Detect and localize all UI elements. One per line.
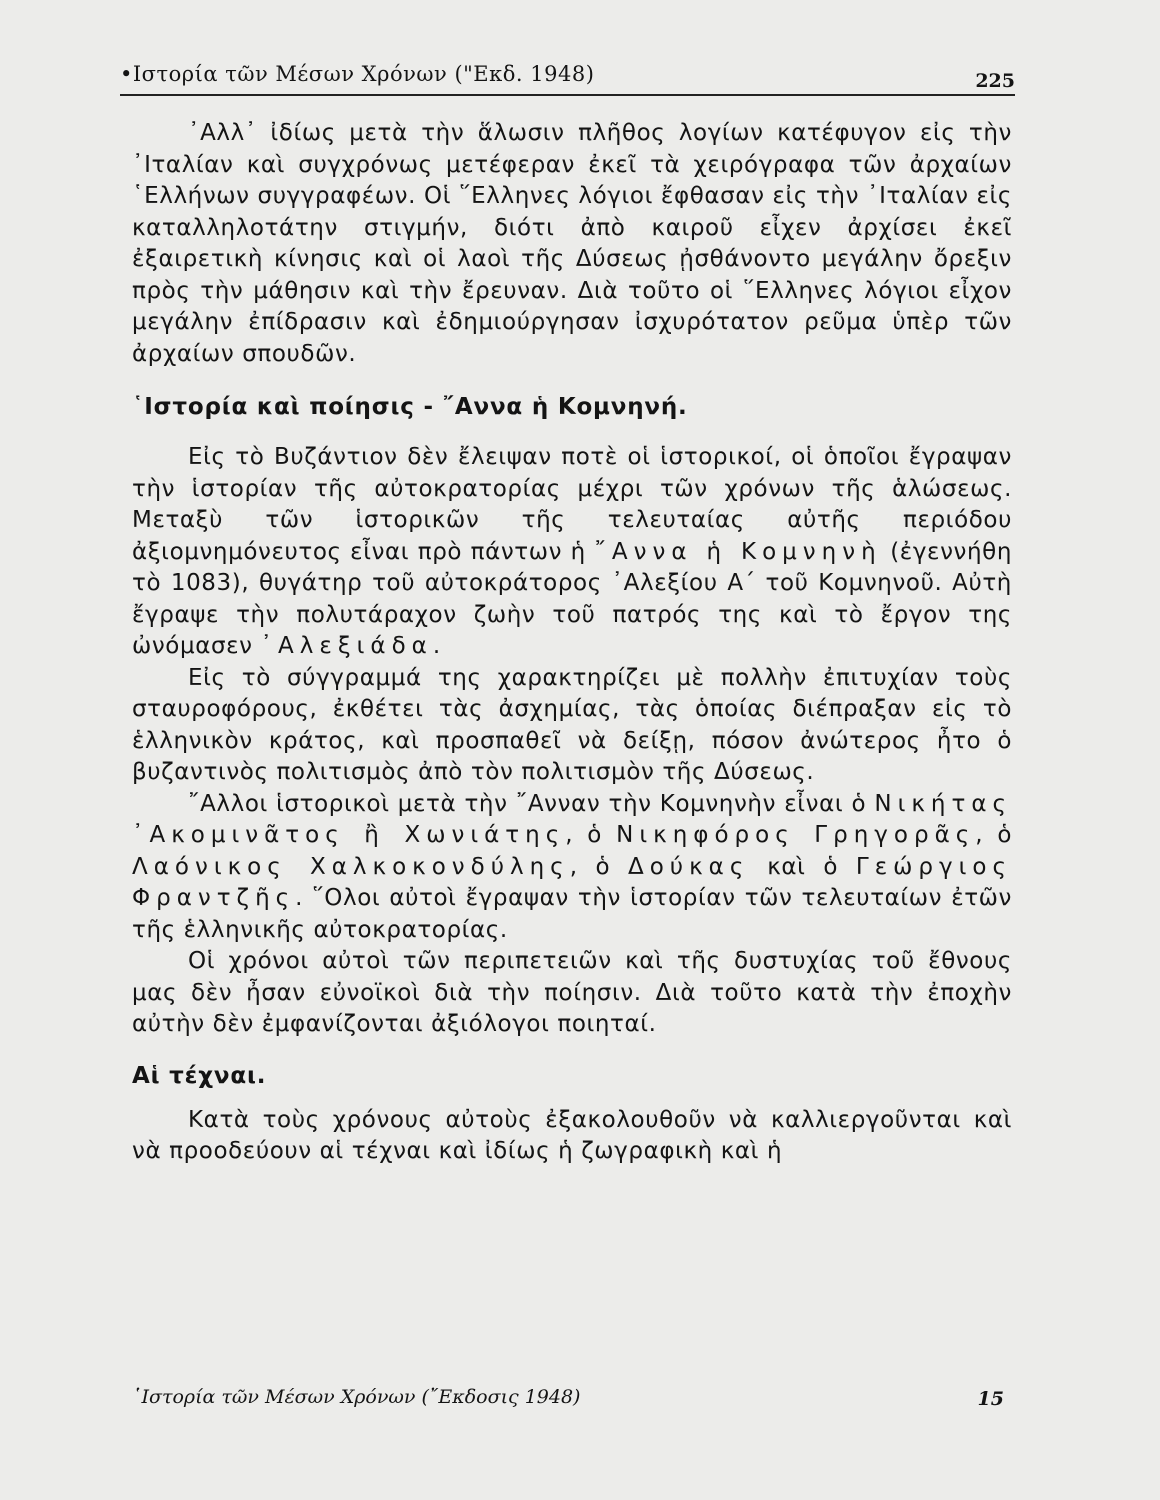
body-text — [132, 118, 1012, 1168]
name-georgios-sphrantzes: Γεώργιος Φραντζῆς — [132, 853, 1012, 911]
paragraph-4-sep-2: , ὁ — [975, 822, 1013, 848]
name-niketas-choniates: Νικήτας ᾿Ακομινᾶτος ἢ Χωνιάτης — [132, 790, 1012, 848]
name-anna-komnene: ῎Αννα ἡ Κομνηνὴ — [594, 538, 882, 565]
paragraph-4-sep-4: καὶ ὁ — [749, 853, 856, 880]
section-heading-history-poetry: ῾Ιστορία καὶ ποίησις - ῎Αννα ἡ Κομνηνή. — [132, 394, 688, 420]
name-alexiad: ᾿Αλεξιάδα — [260, 633, 433, 659]
paragraph-1: ᾿Αλλ᾿ ἰδίως μετὰ τὴν ἅλωσιν πλῆθος λογίων κατέφυγον εἰς τὴν ᾿Ιταλίαν καὶ συγχρόνως μετέφεραν ἐκεῖ τὰ χειρόγραφα τῶν ἀρχαίων ῾Ελλήνων συγγραφέων. Οἱ ῞Ελληνες λόγιοι ἔφθασαν εἰς τὴν ᾿Ιταλίαν εἰς καταλληλοτάτην στιγμήν, διότι ἀπὸ καιροῦ εἶχεν ἀρχίσει ἐκεῖ ἐξαιρετικὴ κίνησις καὶ οἱ λαοὶ τῆς Δύσεως ᾐσθάνοντο μεγάλην ὄρεξιν πρὸς τὴν μάθησιν καὶ τὴν ἔρευναν. Διὰ τοῦτο οἱ ῞Ελληνες λόγιοι εἶχον μεγάλην ἐπίδρασιν καὶ ἐδημιούργησαν ἰσχυρότατον ρεῦμα ὑπὲρ τῶν ἀρχαίων σπουδῶν. — [132, 120, 1012, 367]
paragraph-4-text-2: . ῞Ολοι αὐτοὶ ἔγραψαν τὴν ἱστορίαν τῶν τελευταίων ἐτῶν τῆς ἑλληνικῆς αὐτοκρατορίας. — [132, 885, 1012, 943]
running-footer — [132, 1386, 1004, 1416]
running-header — [120, 58, 1015, 98]
paragraph-2-text-2: (ἐγεννήθη τὸ 1083), θυγάτηρ τοῦ αὐτοκράτορος ᾿Αλεξίου Α΄ τοῦ Κομνηνοῦ. Αὐτὴ ἔγραψε τὴν πολυτάραχον ζωὴν τοῦ πατρός της καὶ τὸ ἔργον της ὠνόμασεν — [132, 538, 1012, 659]
paragraph-2-text-1: Εἰς τὸ Βυζάντιον δὲν ἔλειψαν ποτὲ οἱ ἱστορικοί, οἱ ὁποῖοι ἔγραψαν τὴν ἱστορίαν τῆς αὐτοκρατορίας μέχρι τῶν χρόνων τῆς ἁλώσεως. Μεταξὺ τῶν ἱστορικῶν τῆς τελευταίας αὐτῆς περιόδου ἀξιομνημόνευτος εἶναι πρὸ πάντων ἡ — [132, 444, 1012, 565]
name-nikephoros-gregoras: Νικηφόρος Γρηγορᾶς — [616, 822, 976, 848]
paragraph-2 — [132, 442, 1012, 663]
header-rule — [120, 94, 1015, 96]
paragraph-4-text-1: ῎Αλλοι ἱστορικοὶ μετὰ τὴν ῎Ανναν τὴν Κομνηνὴν εἶναι ὁ — [188, 790, 875, 817]
paragraph-4-sep-3: , ὁ — [569, 853, 628, 880]
footer-title: ῾Ιστορία τῶν Μέσων Χρόνων (῎Εκδοσις 1948) — [132, 1386, 581, 1408]
paragraph-4-sep-1: , ὁ — [565, 822, 617, 848]
paragraph-4 — [132, 789, 1012, 947]
paragraph-6: Κατὰ τοὺς χρόνους αὐτοὺς ἐξακολουθοῦν νὰ καλλιεργοῦνται καὶ νὰ προοδεύουν αἱ τέχναι καὶ ἰδίως ἡ ζωγραφικὴ καὶ ἡ — [132, 1106, 1012, 1164]
name-doukas: Δούκας — [628, 853, 750, 880]
signature-mark: 15 — [977, 1388, 1004, 1410]
name-laonikos-chalkokondyles: Λαόνικος Χαλκοκονδύλης — [132, 853, 570, 880]
section-heading-arts: Αἱ τέχναι. — [132, 1062, 267, 1089]
paragraph-5: Οἱ χρόνοι αὐτοὶ τῶν περιπετειῶν καὶ τῆς δυστυχίας τοῦ ἔθνους μας δὲν ἦσαν εὐνοϊκοὶ διὰ τὴν ποίησιν. Διὰ τοῦτο κατὰ τὴν ἐποχὴν αὐτὴν δὲν ἐμφανίζονται ἀξιόλογοι ποιηταί. — [132, 948, 1012, 1037]
header-title: •Ιστορία τῶν Μέσων Χρόνων ("Εκδ. 1948) — [120, 62, 595, 86]
paragraph-3: Εἰς τὸ σύγγραμμά της χαρακτηρίζει μὲ πολλὴν ἐπιτυχίαν τοὺς σταυροφόρους, ἐκθέτει τὰς ἀσχημίας, τὰς ὁποίας διέπραξαν εἰς τὸ ἑλληνικὸν κράτος, καὶ προσπαθεῖ νὰ δείξῃ, πόσον ἀνώτερος ἦτο ὁ βυζαντινὸς πολιτισμὸς ἀπὸ τὸν πολιτισμὸν τῆς Δύσεως. — [132, 664, 1012, 785]
page-number: 225 — [975, 70, 1015, 92]
paragraph-2-text-3: . — [432, 633, 441, 659]
